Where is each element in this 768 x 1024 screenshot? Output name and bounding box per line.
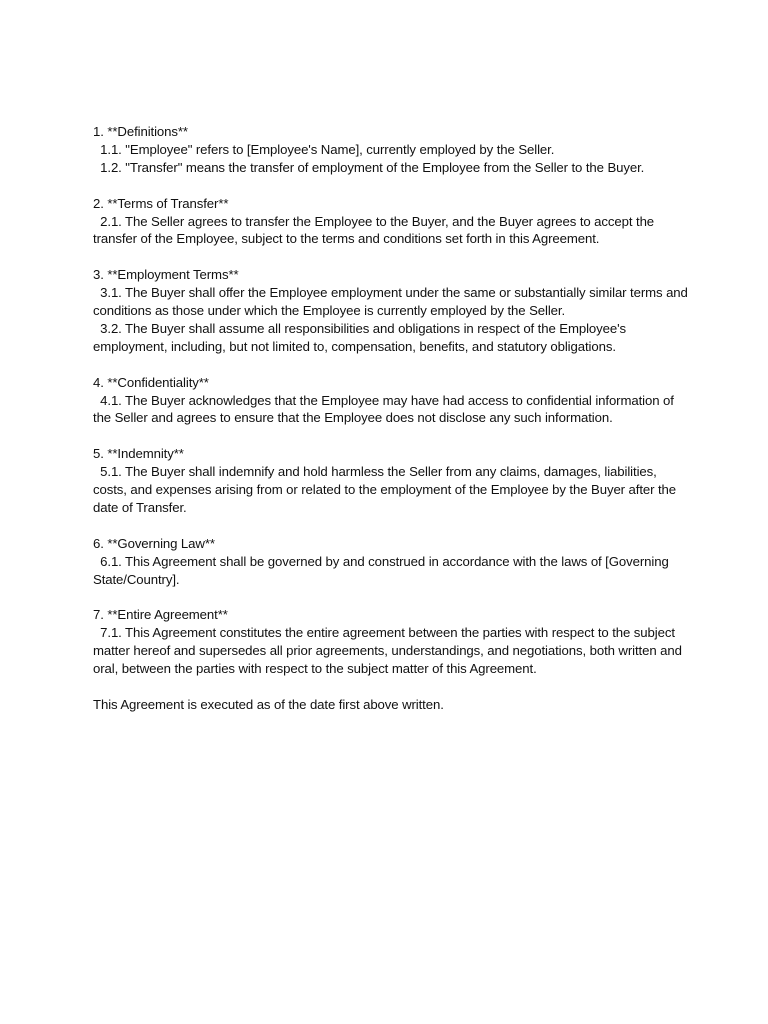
clause-2-1: 2.1. The Seller agrees to transfer the Employee to the Buyer, and the Buyer agrees to accept the transfer of the Employee, subject to the terms and conditions set forth in this Agreement. xyxy=(93,213,655,247)
section-terms-of-transfer xyxy=(93,195,693,249)
section-heading: 6. **Governing Law** xyxy=(93,535,215,551)
section-entire-agreement xyxy=(93,606,693,678)
clause-5-1: 5.1. The Buyer shall indemnify and hold harmless the Seller from any claims, damages, liabilities, costs, and expenses arising from or related to the employment of the Employee by the Buyer after the date of Transfer. xyxy=(93,464,677,515)
section-heading: 7. **Entire Agreement** xyxy=(93,607,228,623)
clause-1-1: 1.1. "Employee" refers to [Employee's Name], currently employed by the Seller. xyxy=(100,141,555,157)
clause-1-2: 1.2. "Transfer" means the transfer of employment of the Employee from the Seller to the Buyer. xyxy=(100,159,645,175)
section-heading: 5. **Indemnity** xyxy=(93,446,184,462)
closing-statement: This Agreement is executed as of the date first above written. xyxy=(93,696,444,712)
section-employment-terms xyxy=(93,266,693,356)
clause-4-1: 4.1. The Buyer acknowledges that the Employee may have had access to confidential information of the Seller and agrees to ensure that the Employee does not disclose any such information. xyxy=(93,392,674,426)
clause-3-2: 3.2. The Buyer shall assume all responsibilities and obligations in respect of the Employee's employment, including, but not limited to, compensation, benefits, and statutory obligations. xyxy=(93,320,627,354)
section-heading: 1. **Definitions** xyxy=(93,124,188,139)
clause-3-1: 3.1. The Buyer shall offer the Employee employment under the same or substantially similar terms and conditions as those under which the Employee is currently employed by the Seller. xyxy=(93,285,688,319)
section-confidentiality xyxy=(93,374,693,428)
section-indemnity xyxy=(93,445,693,517)
clause-7-1: 7.1. This Agreement constitutes the entire agreement between the parties with respect to the subject matter hereof and supersedes all prior agreements, understandings, and negotiations, both written and oral, between the parties with respect to the subject matter of this Agreement. xyxy=(93,625,682,677)
section-heading: 4. **Confidentiality** xyxy=(93,374,209,390)
section-heading: 3. **Employment Terms** xyxy=(93,267,239,283)
section-definitions xyxy=(93,123,693,177)
section-heading: 2. **Terms of Transfer** xyxy=(93,195,229,211)
section-governing-law xyxy=(93,535,693,589)
document-page xyxy=(93,123,693,714)
clause-6-1: 6.1. This Agreement shall be governed by and construed in accordance with the laws of [Governing State/Country]. xyxy=(93,553,669,587)
